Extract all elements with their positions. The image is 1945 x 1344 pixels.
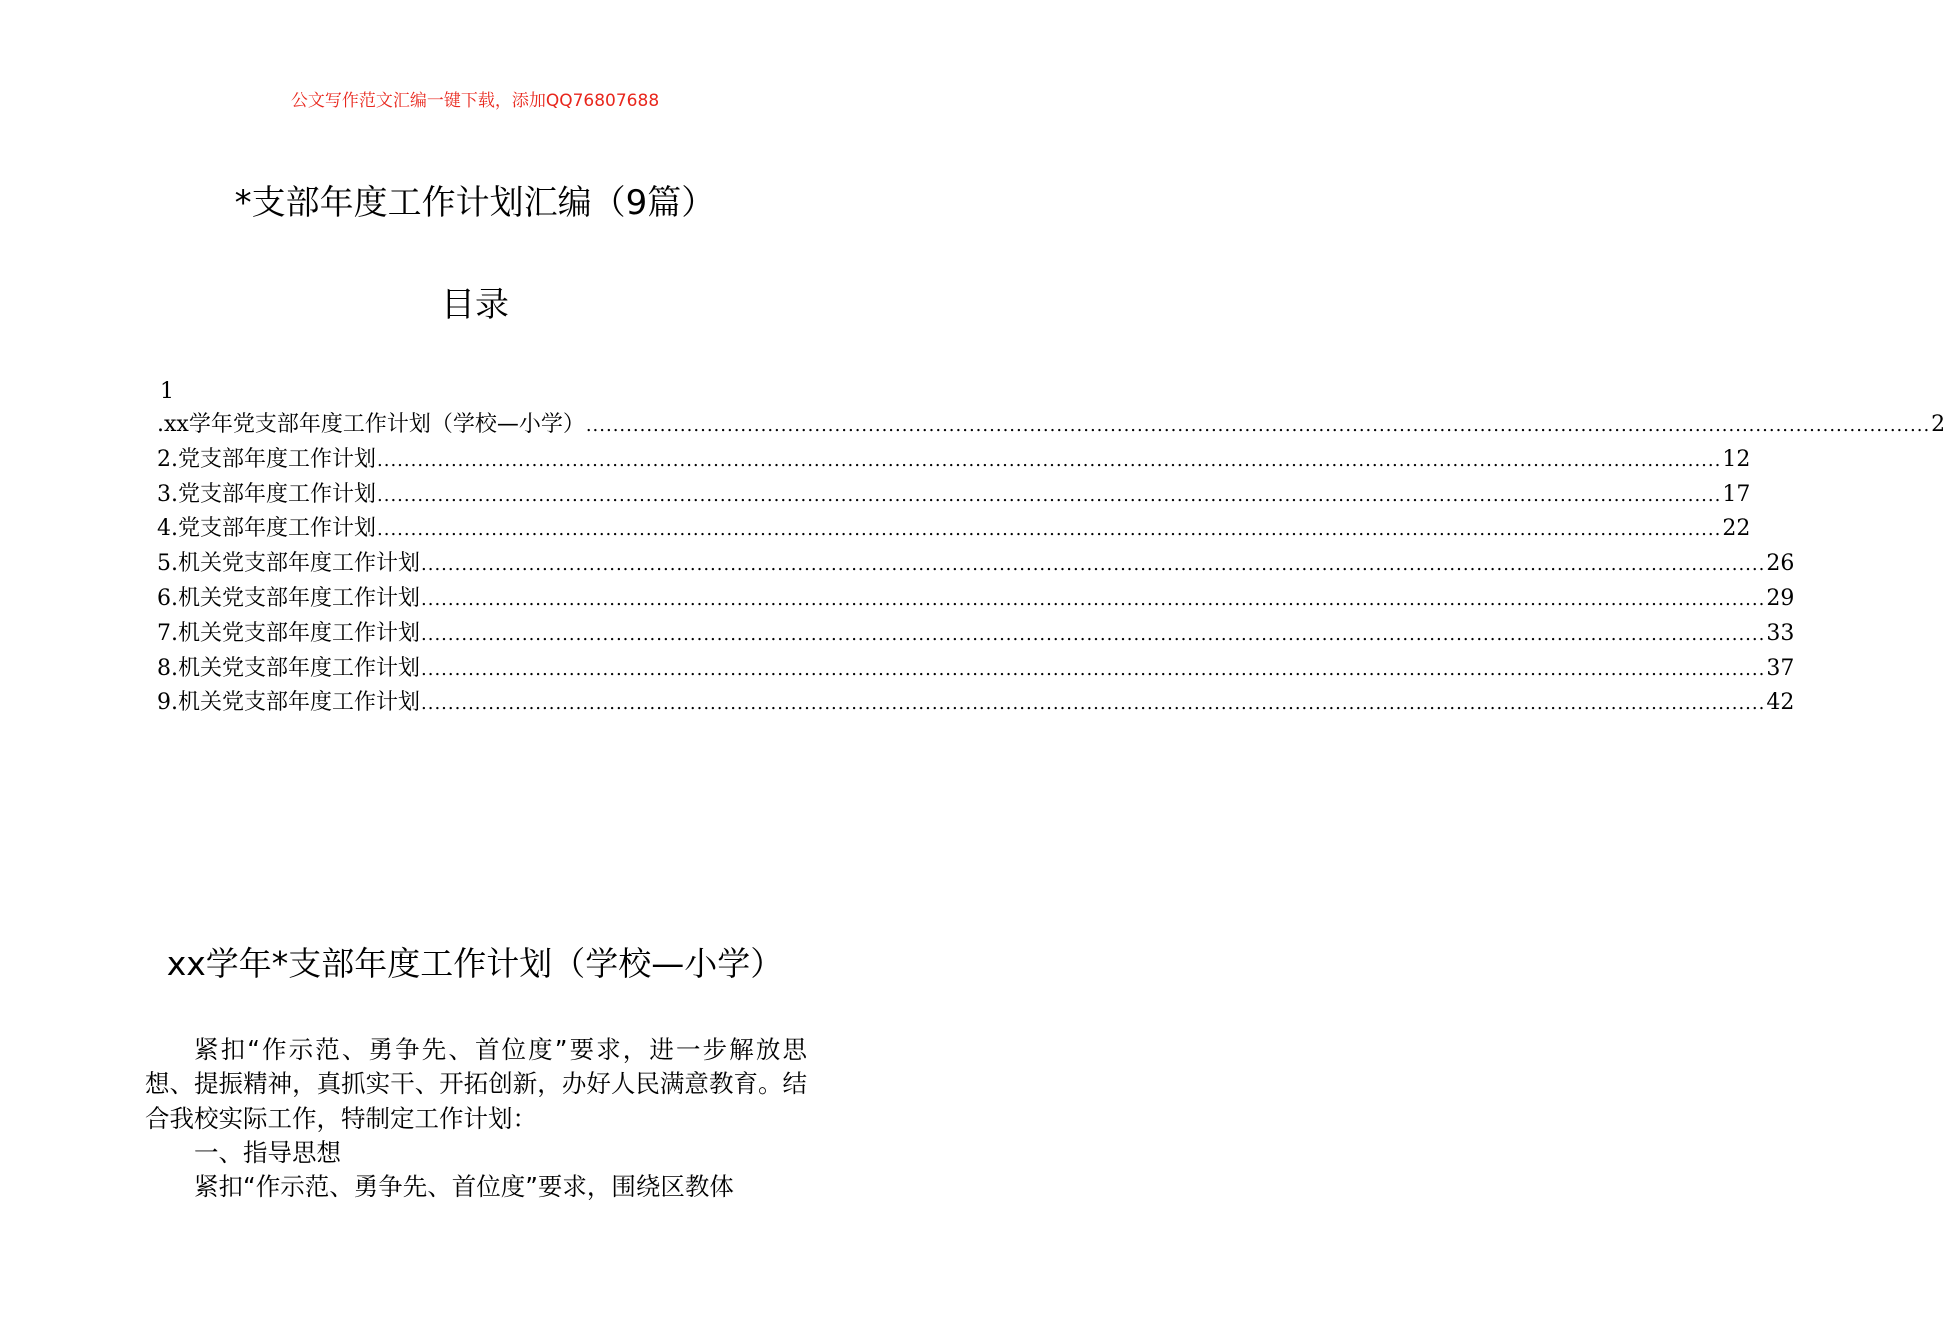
toc-entry[interactable] [157, 617, 1795, 652]
toc-entry-page: 22 [1722, 516, 1751, 542]
toc-entry[interactable] [157, 443, 1751, 478]
toc-entry-number: .xx [157, 412, 189, 437]
toc-entry-title: 机关党支部年度工作计划 [178, 585, 421, 611]
toc-entry-title: 机关党支部年度工作计划 [178, 655, 421, 681]
toc-entry-number: 9. [157, 690, 178, 716]
body-paragraph: 紧扣“作示范、勇争先、首位度”要求，围绕区教体 [194, 1172, 734, 1202]
toc-entry-title: 机关党支部年度工作计划 [178, 551, 421, 577]
toc-entry-title: 党支部年度工作计划 [178, 481, 377, 507]
toc-leader-dots: ........................................................................................................................................................................................................ [377, 449, 1722, 471]
toc-entry-number: 7. [157, 620, 178, 646]
toc-leader-dots: ........................................................................................................................................................................................................ [377, 519, 1722, 541]
toc-first-entry-number: 1 [160, 379, 174, 404]
toc-entry-number: 2. [157, 446, 178, 472]
toc-entry[interactable] [157, 408, 1945, 443]
toc-entry-number: 3. [157, 481, 178, 507]
toc-entry-number: 4. [157, 516, 178, 542]
toc-entry-title: 党支部年度工作计划 [178, 516, 377, 542]
toc-entry-title: 党支部年度工作计划 [178, 446, 377, 472]
toc-leader-dots: ........................................................................................................................................................................................................ [585, 415, 1931, 436]
section-body [145, 1033, 807, 1204]
toc-entry-page: 29 [1766, 585, 1795, 611]
toc-leader-dots: ........................................................................................................................................................................................................ [421, 693, 1766, 715]
download-banner: 公文写作范文汇编一键下载，添加QQ76807688 [290, 91, 660, 111]
toc-entry-title: 机关党支部年度工作计划 [178, 620, 421, 646]
toc-leader-dots: ........................................................................................................................................................................................................ [421, 554, 1766, 576]
toc-entry-number: 8. [157, 655, 178, 681]
toc-leader-dots: ........................................................................................................................................................................................................ [421, 623, 1766, 645]
section-title: xx学年*支部年度工作计划（学校—小学） [166, 944, 784, 983]
toc-entry[interactable] [157, 582, 1795, 617]
toc-entry[interactable] [157, 478, 1751, 513]
toc-heading: 目录 [441, 285, 509, 325]
toc-entry-number: 6. [157, 585, 178, 611]
toc-entry-page: 26 [1766, 551, 1795, 577]
toc-entry[interactable] [157, 652, 1795, 687]
toc-leader-dots: ........................................................................................................................................................................................................ [421, 588, 1766, 610]
toc-entry-title: 机关党支部年度工作计划 [178, 690, 421, 716]
document-title: *支部年度工作计划汇编（9篇） [234, 183, 716, 223]
toc-entry-page: 17 [1722, 481, 1751, 507]
toc-entry[interactable] [157, 512, 1751, 547]
toc-entry-number: 5. [157, 551, 178, 577]
body-subheading: 一、指导思想 [194, 1137, 341, 1167]
toc-entry[interactable] [157, 686, 1795, 721]
toc-entry-page: 37 [1766, 655, 1795, 681]
toc-entry-page: 33 [1766, 620, 1795, 646]
toc-leader-dots: ........................................................................................................................................................................................................ [421, 658, 1766, 680]
toc-entry-page: 12 [1722, 446, 1751, 472]
toc-entry-page: 42 [1766, 690, 1795, 716]
body-paragraph: 紧扣“作示范、勇争先、首位度”要求，进一步解放思想、提振精神，真抓实干、开拓创新，办好人民满意教育。结合我校实际工作，特制定工作计划： [145, 1035, 807, 1133]
toc-entry-title: 学年党支部年度工作计划（学校—小学） [188, 412, 585, 437]
toc-entry-page: 2 [1931, 412, 1945, 437]
table-of-contents [157, 376, 1945, 721]
toc-leader-dots: ........................................................................................................................................................................................................ [377, 484, 1722, 506]
toc-entry[interactable] [157, 547, 1795, 582]
